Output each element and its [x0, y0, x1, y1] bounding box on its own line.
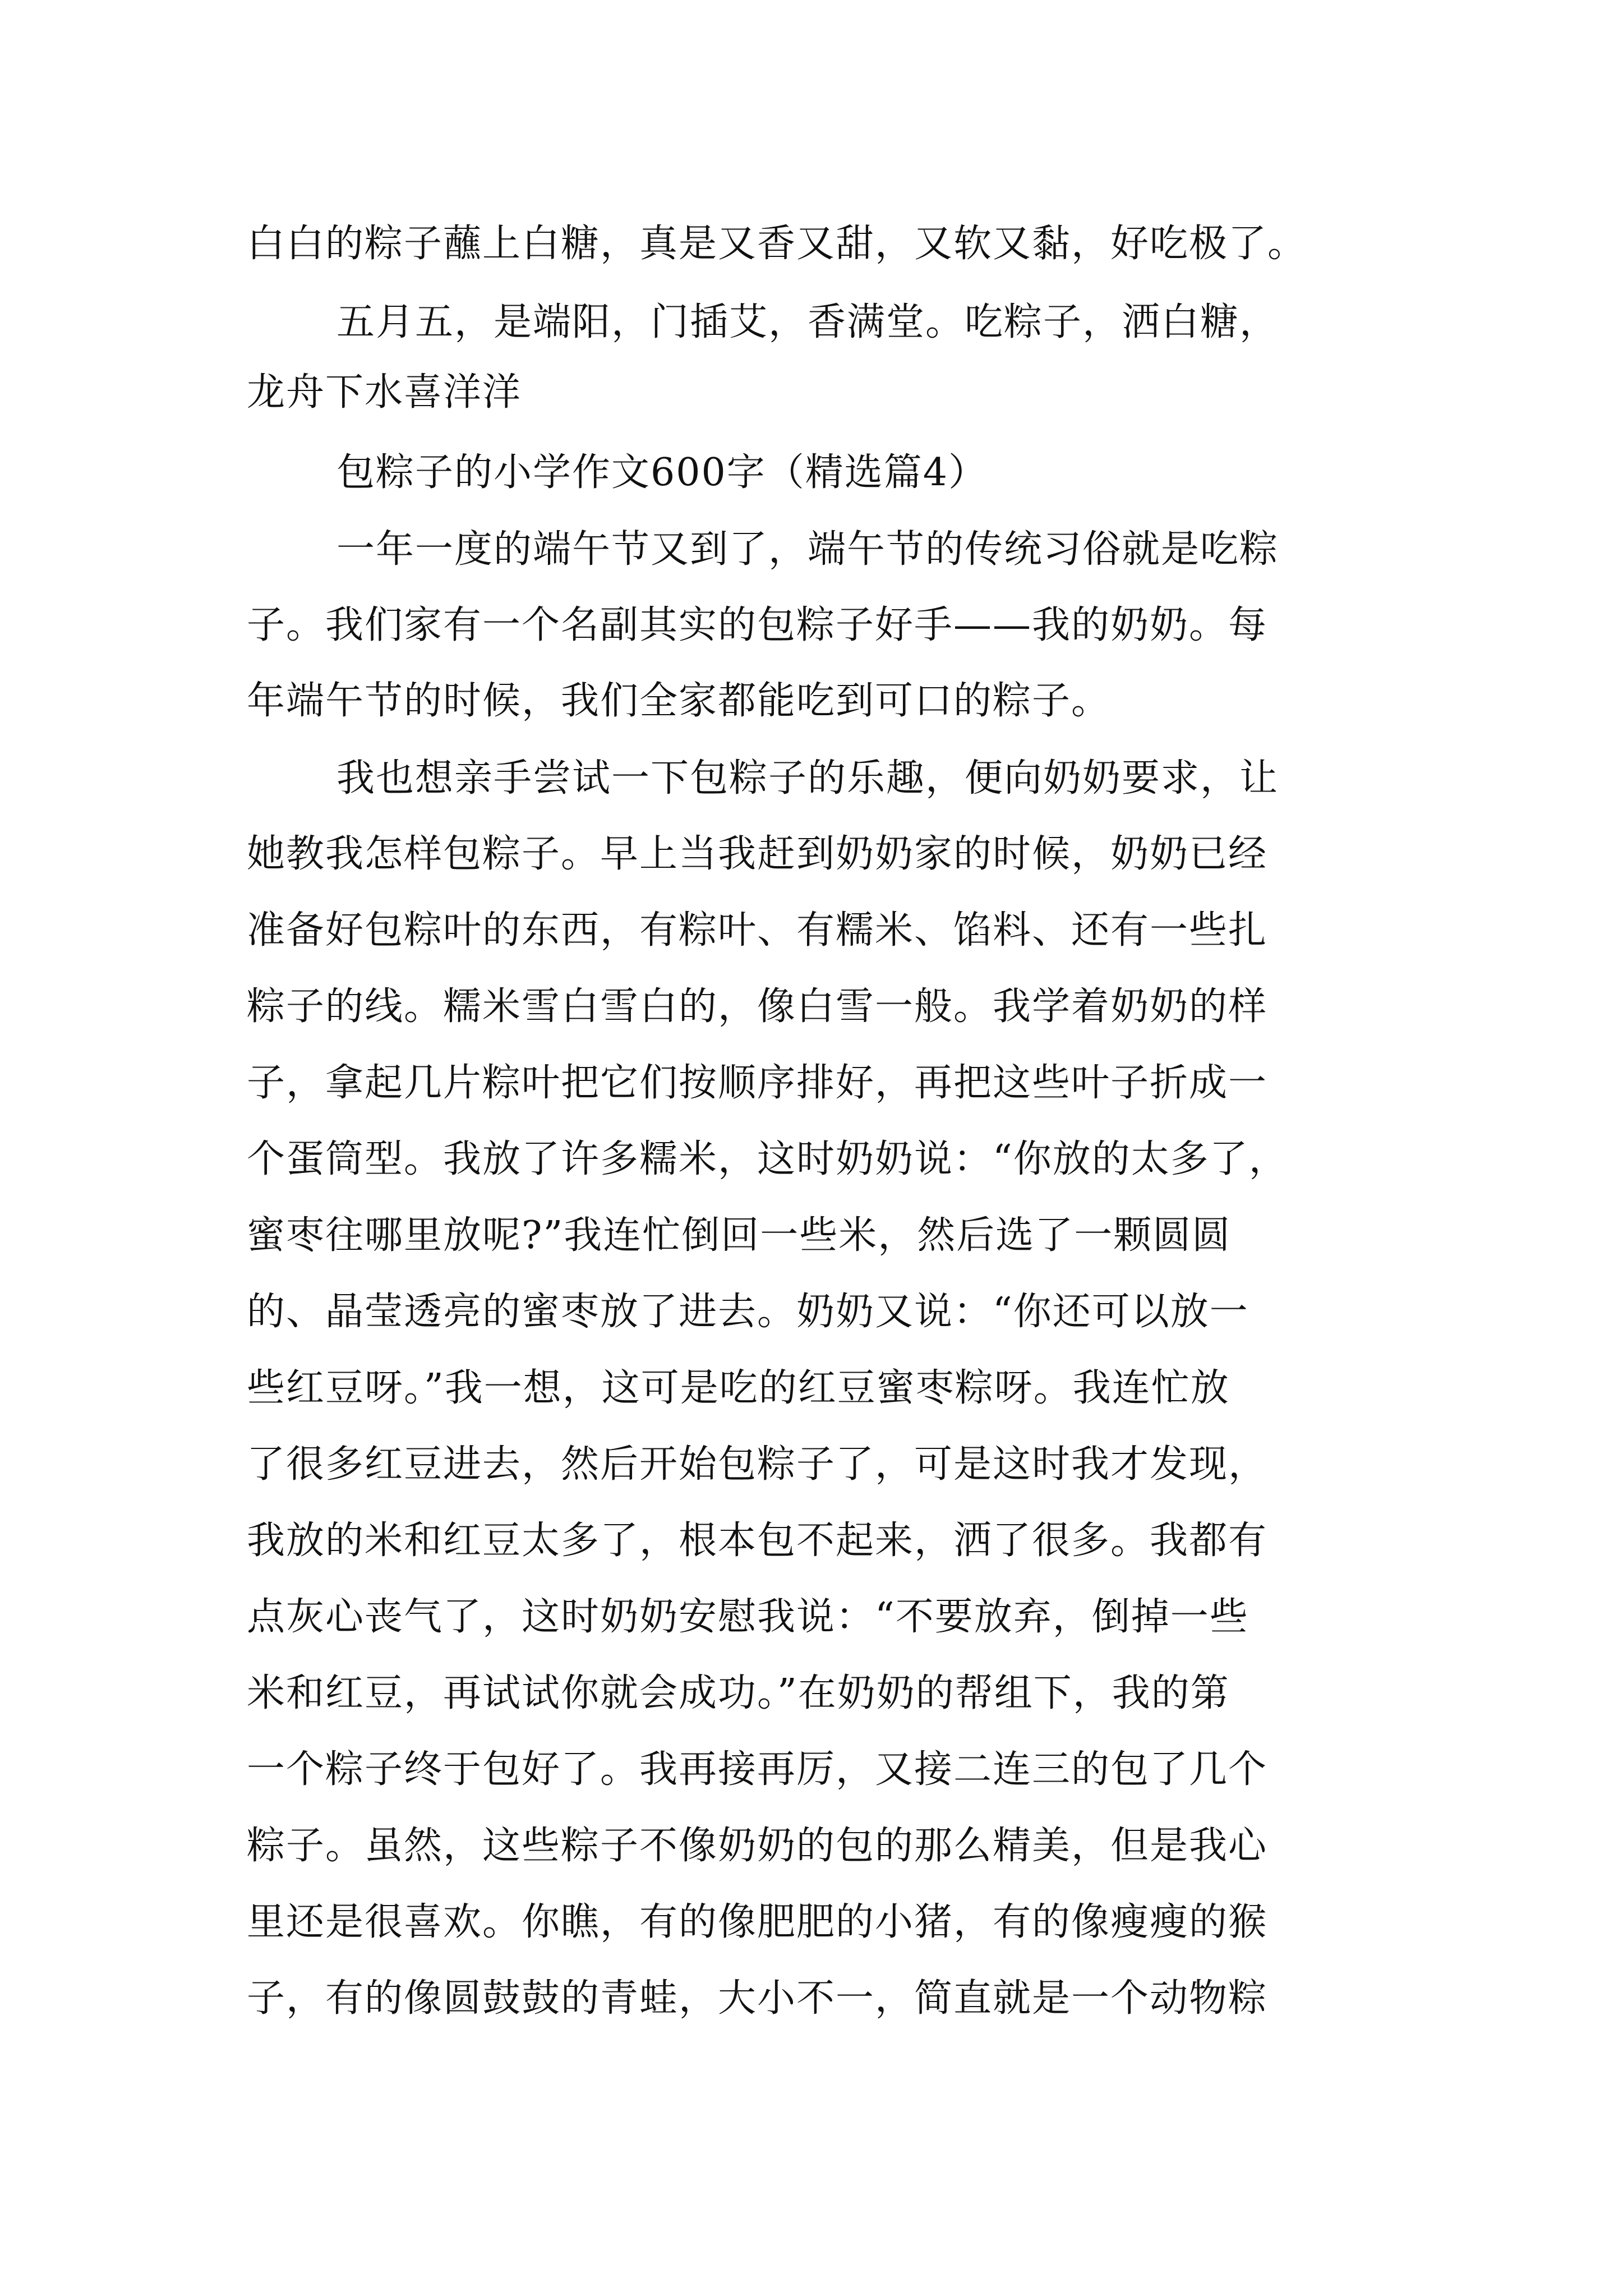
text-line: 我也想亲手尝试一下包粽子的乐趣，便向奶奶要求，让: [336, 756, 1279, 800]
text-line: 子。我们家有一个名副其实的包粽子好手——我的奶奶。每: [247, 603, 1268, 647]
text-line: 五月五，是端阳，门插艾，香满堂。吃粽子，洒白糖，: [336, 300, 1279, 344]
text-line: 米和红豆，再试试你就会成功。”在奶奶的帮组下，我的第: [247, 1671, 1230, 1715]
text-line: 些红豆呀。”我一想，这可是吃的红豆蜜枣粽呀。我连忙放: [247, 1366, 1230, 1410]
text-line: 准备好包粽叶的东西，有粽叶、有糯米、馅料、还有一些扎: [247, 908, 1268, 953]
text-line: 龙舟下水喜洋洋: [247, 370, 522, 415]
text-line: 子，有的像圆鼓鼓的青蛙，大小不一，简直就是一个动物粽: [247, 1976, 1268, 2021]
text-line: 里还是很喜欢。你瞧，有的像肥肥的小猪，有的像瘦瘦的猴: [247, 1900, 1268, 1944]
text-line: 她教我怎样包粽子。早上当我赶到奶奶家的时候，奶奶已经: [247, 832, 1268, 876]
text-line: 一个粽子终于包好了。我再接再厉，又接二连三的包了几个: [247, 1747, 1268, 1792]
text-line: 粽子。虽然，这些粽子不像奶奶的包的那么精美，但是我心: [247, 1824, 1268, 1868]
text-line: 白白的粽子蘸上白糖，真是又香又甜，又软又黏，好吃极了。: [247, 222, 1307, 266]
text-line: 点灰心丧气了，这时奶奶安慰我说：“不要放弃，倒掉一些: [247, 1595, 1249, 1639]
text-line: 年端午节的时候，我们全家都能吃到可口的粽子。: [247, 679, 1111, 723]
text-line: 蜜枣往哪里放呢?”我连忙倒回一些米，然后选了一颗圆圆: [247, 1213, 1232, 1258]
text-line: 的、晶莹透亮的蜜枣放了进去。奶奶又说：“你还可以放一: [247, 1290, 1249, 1334]
text-line: 粽子的线。糯米雪白雪白的，像白雪一般。我学着奶奶的样: [247, 984, 1268, 1029]
section-heading: 包粽子的小学作文600字（精选篇4）: [336, 450, 988, 495]
text-line: 个蛋筒型。我放了许多糯米，这时奶奶说：“你放的太多了，: [247, 1137, 1288, 1181]
text-line: 子，拿起几片粽叶把它们按顺序排好，再把这些叶子折成一: [247, 1061, 1268, 1105]
text-line: 我放的米和红豆太多了，根本包不起来，洒了很多。我都有: [247, 1519, 1268, 1563]
text-line: 了很多红豆进去，然后开始包粽子了，可是这时我才发现，: [247, 1442, 1268, 1487]
text-line: 一年一度的端午节又到了，端午节的传统习俗就是吃粽: [336, 527, 1279, 572]
